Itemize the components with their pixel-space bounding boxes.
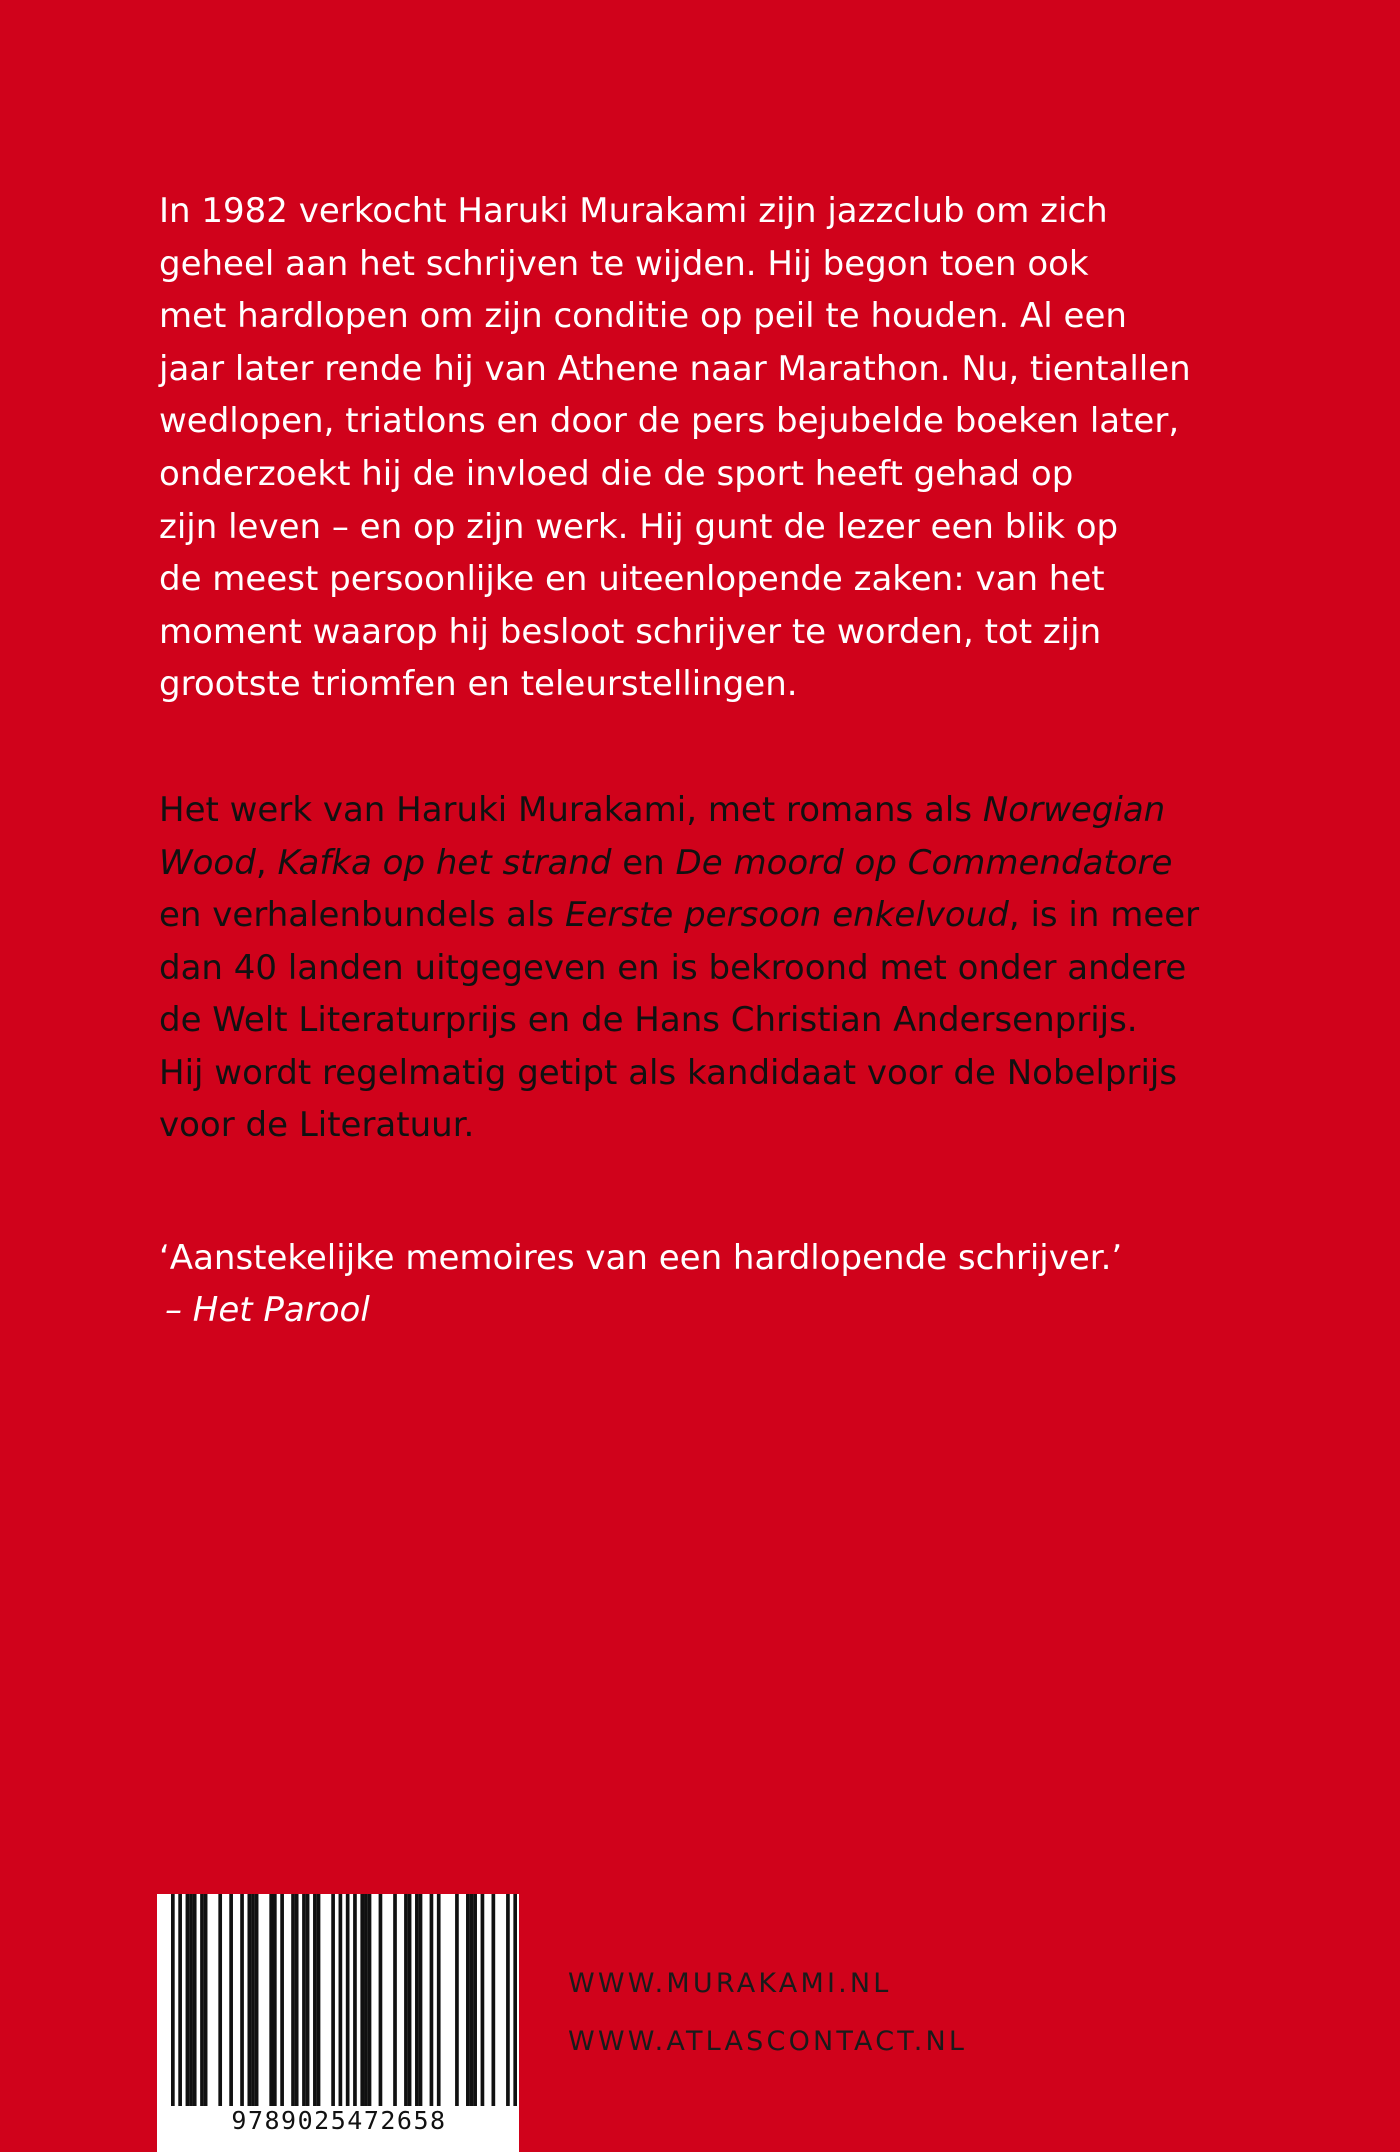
barcode-bar (218, 1894, 222, 2106)
barcode-bar (506, 1894, 510, 2106)
barcode-bar (473, 1894, 477, 2106)
book-title: De moord op Commendatore (675, 842, 1173, 883)
isbn-number: 9789025472658 (231, 2106, 447, 2135)
quote-text: ‘Aanstekelijke memoires van een hardlopende schrijver.’ (159, 1238, 1123, 1278)
bio-text: , (255, 842, 278, 883)
bio-line: voor de Literatuur. (159, 1105, 475, 1145)
bio-text: en verhalenbundels als (159, 895, 565, 935)
blurb-line: geheel aan het schrijven te wijden. Hij begon toen ook (159, 243, 1089, 284)
barcode-bar (339, 1894, 343, 2106)
barcode-bar (393, 1894, 397, 2106)
barcode-bar (466, 1894, 470, 2106)
blurb-line: de meest persoonlijke en uiteenlopende zaken: van het (159, 559, 1105, 600)
barcode-bar (419, 1894, 423, 2106)
blurb-line: met hardlopen om zijn conditie op peil te houden. Al een (159, 296, 1127, 337)
blurb-line: wedlopen, triatlons en door de pers bejubelde boeken later, (159, 401, 1180, 442)
website-link[interactable]: WWW.MURAKAMI.NL (568, 1968, 892, 1999)
bio-text: , is in meer (1008, 895, 1200, 935)
blurb-line: grootste triomfen en teleurstellingen. (159, 664, 798, 705)
barcode-bar (255, 1894, 259, 2106)
barcode-bar (364, 1894, 368, 2106)
bio-line (159, 837, 1199, 890)
barcode-bar (229, 1894, 233, 2106)
barcode-bar (178, 1894, 182, 2106)
barcode-bar (368, 1894, 372, 2106)
book-title: Eerste persoon enkelvoud (564, 895, 1009, 935)
barcode-bar (295, 1894, 299, 2106)
bio-text: en (611, 842, 676, 883)
barcode-bar (171, 1894, 175, 2106)
barcode-bar (513, 1894, 517, 2106)
barcode-bar (186, 1894, 190, 2106)
barcode-bar (346, 1894, 350, 2106)
barcode-bar (247, 1894, 251, 2106)
websites (568, 1955, 967, 2071)
barcode-bar (269, 1894, 273, 2106)
barcode-bar (470, 1894, 474, 2106)
blurb-line: jaar later rende hij van Athene naar Marathon. Nu, tientallen (159, 348, 1191, 389)
barcode-bar (360, 1894, 364, 2106)
barcode-bar (317, 1894, 321, 2106)
book-title: Norwegian (982, 790, 1166, 830)
blurb-line: moment waarop hij besloot schrijver te worden, tot zijn (159, 611, 1102, 652)
bio-line: de Welt Literaturprijs en de Hans Christian Andersenprijs. (159, 1000, 1138, 1040)
barcode-bar (313, 1894, 317, 2106)
barcode-bar (353, 1894, 357, 2106)
bio-line (159, 784, 1199, 837)
barcode-bar (408, 1894, 412, 2106)
bio-line: dan 40 landen uitgegeven en is bekroond met onder andere (159, 947, 1187, 988)
barcode-bar (240, 1894, 244, 2106)
barcode-bar (430, 1894, 434, 2106)
barcode-bars (171, 1894, 517, 2106)
barcode-bar (273, 1894, 277, 2106)
barcode-bar (302, 1894, 306, 2106)
bio-line: Hij wordt regelmatig getipt als kandidaat voor de Nobelprijs (159, 1052, 1178, 1093)
barcode-bar (193, 1894, 197, 2106)
barcode-bar (306, 1894, 310, 2106)
barcode-bar (204, 1894, 208, 2106)
blurb-paragraph (159, 185, 1191, 711)
barcode-bar (379, 1894, 383, 2106)
barcode-bar (189, 1894, 193, 2106)
barcode-bar (437, 1894, 441, 2106)
blurb-line: zijn leven – en op zijn werk. Hij gunt de lezer een blik op (159, 506, 1119, 547)
barcode-bar (481, 1894, 485, 2106)
isbn-barcode (157, 1894, 519, 2152)
barcode-bar (492, 1894, 496, 2106)
author-bio-paragraph (159, 784, 1199, 1152)
blurb-line: In 1982 verkocht Haruki Murakami zijn jazzclub om zich (159, 191, 1108, 231)
barcode-bar (280, 1894, 284, 2106)
quote-source: – Het Parool (165, 1290, 370, 1330)
blurb-line: onderzoekt hij de invloed die de sport heeft gehad op (159, 453, 1074, 494)
barcode-bar (200, 1894, 204, 2106)
barcode-bar (251, 1894, 255, 2106)
book-title: Wood (159, 842, 256, 883)
bio-line (159, 889, 1199, 942)
barcode-bar (455, 1894, 459, 2106)
barcode-bar (331, 1894, 335, 2106)
barcode-bar (404, 1894, 408, 2106)
barcode-bar (291, 1894, 295, 2106)
book-title: Kafka op het strand (277, 842, 612, 883)
website-link[interactable]: WWW.ATLASCONTACT.NL (568, 2026, 968, 2057)
press-quote (159, 1232, 1199, 1336)
barcode-bar (415, 1894, 419, 2106)
bio-text: Het werk van Haruki Murakami, met romans als (159, 790, 983, 830)
